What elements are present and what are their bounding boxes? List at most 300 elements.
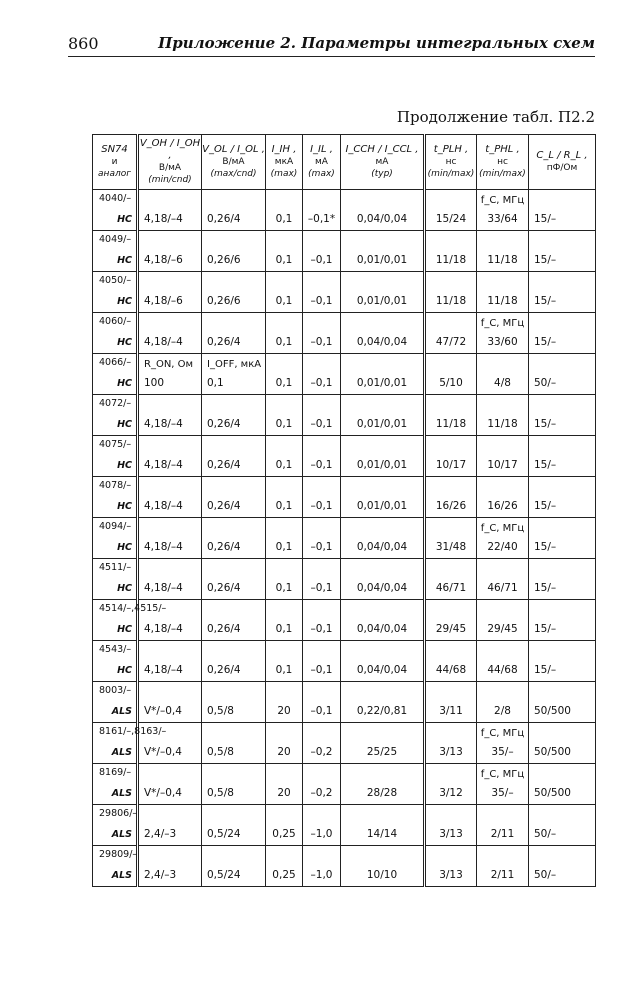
type-id: 8003/– [99,685,132,696]
voh-value: V*/–0,4 [144,787,182,799]
vol-value: 0,5/8 [207,746,234,758]
tphl-value: 10/17 [487,459,518,471]
table-row [93,272,596,313]
iil-value: –0,1* [307,213,336,225]
cell-iih [266,436,303,477]
cell-cl [529,395,596,436]
cell-icc [341,518,425,559]
iil-value: –1,0 [310,869,333,881]
cl-value: 50/– [534,828,557,840]
cell-iil [303,723,341,764]
cell-tplh [425,518,477,559]
table-row [93,723,596,764]
header-unit: B/мA [158,163,182,173]
vol-value: 0,26/4 [207,664,241,676]
cell-tphl [477,764,529,805]
voh-value: 4,18/–4 [144,213,183,225]
type-family: ALS [111,829,132,840]
iil-value: –0,2 [310,787,333,799]
cell-iih [266,395,303,436]
voh-value: 100 [144,377,165,389]
tphl-value: 11/18 [487,254,518,266]
cell-voh [138,723,202,764]
cl-value: 15/– [534,459,557,471]
cell-tphl [477,313,529,354]
cell-type [93,682,138,723]
cell-iih [266,559,303,600]
type-family: HC [117,460,132,471]
cl-value: 15/– [534,582,557,594]
cell-icc [341,477,425,518]
cell-icc [341,559,425,600]
cell-voh [138,805,202,846]
cell-iih [266,313,303,354]
vol-value: 0,5/24 [207,869,241,881]
cell-iil [303,600,341,641]
cell-iil [303,436,341,477]
tphl-note: f_C, МГц [480,318,525,329]
table-body [93,190,596,887]
cell-voh [138,313,202,354]
type-id: 4072/– [99,398,132,409]
type-id: 4543/– [99,644,132,655]
header-range: (max/cnd) [210,169,257,179]
cell-tplh [425,805,477,846]
header-range: (max) [308,169,335,179]
cell-vol [202,805,266,846]
iih-value: 0,1 [275,418,293,430]
tphl-value: 2/11 [490,869,515,881]
cell-type [93,395,138,436]
type-id: 8169/– [99,767,132,778]
iih-value: 20 [277,787,291,799]
vol-value: 0,26/6 [207,254,241,266]
tplh-value: 3/12 [439,787,463,799]
header-tphl [477,135,529,190]
vol-value: 0,26/4 [207,336,241,348]
cell-type [93,313,138,354]
cl-value: 15/– [534,664,557,676]
iih-value: 0,1 [275,664,293,676]
table-row [93,805,596,846]
iih-value: 0,25 [272,828,296,840]
tphl-value: 33/64 [487,213,518,225]
tplh-value: 46/71 [435,582,467,594]
icc-value: 0,01/0,01 [356,500,408,512]
cell-tplh [425,436,477,477]
iil-value: –0,2 [310,746,333,758]
cell-iil [303,641,341,682]
cell-icc [341,805,425,846]
header-unit: нс [497,157,508,167]
iih-value: 20 [277,746,291,758]
tphl-note: f_C, МГц [480,728,525,739]
header-unit: мА [315,157,328,167]
header-tplh [425,135,477,190]
cell-tphl [477,559,529,600]
cell-iil [303,354,341,395]
cl-value: 15/– [534,418,557,430]
cl-value: 15/– [534,336,557,348]
cl-value: 15/– [534,295,557,307]
cell-type [93,477,138,518]
icc-value: 0,04/0,04 [356,623,408,635]
cell-cl [529,764,596,805]
cell-iih [266,641,303,682]
voh-value: 4,18/–6 [144,295,183,307]
tphl-value: 35/– [491,746,514,758]
cell-cl [529,805,596,846]
cell-icc [341,723,425,764]
iih-value: 0,1 [275,254,293,266]
icc-value: 0,01/0,01 [356,459,408,471]
tphl-value: 11/18 [487,418,518,430]
table-row [93,395,596,436]
cell-type [93,641,138,682]
cell-icc [341,272,425,313]
cell-vol [202,272,266,313]
iih-value: 0,1 [275,336,293,348]
cell-voh [138,477,202,518]
cell-iih [266,190,303,231]
table-row [93,231,596,272]
header-unit: пФ/Ом [546,163,578,173]
tplh-value: 3/13 [439,869,463,881]
cell-tphl [477,231,529,272]
header-voh [138,135,202,190]
iih-value: 0,1 [275,500,293,512]
vol-value: 0,26/4 [207,500,241,512]
header-symbol: t_PLH , [433,144,469,155]
cl-value: 50/– [534,869,557,881]
cl-value: 50/500 [534,705,571,717]
header-cl [529,135,596,190]
cell-iih [266,764,303,805]
cell-type [93,805,138,846]
tphl-value: 44/68 [487,664,518,676]
cell-iih [266,518,303,559]
voh-value: 4,18/–4 [144,418,183,430]
cell-tplh [425,723,477,764]
iih-value: 0,1 [275,295,293,307]
iil-value: –0,1 [310,664,333,676]
cell-voh [138,518,202,559]
cell-iil [303,559,341,600]
cl-value: 15/– [534,500,557,512]
cell-iih [266,723,303,764]
icc-value: 0,04/0,04 [356,541,408,553]
cell-cl [529,272,596,313]
iil-value: –0,1 [310,623,333,635]
cell-iih [266,354,303,395]
vol-value: 0,1 [207,377,224,389]
header-range: (min/max) [479,169,526,179]
cell-tphl [477,354,529,395]
icc-value: 28/28 [366,787,398,799]
cell-tphl [477,477,529,518]
cl-value: 15/– [534,213,557,225]
icc-value: 0,04/0,04 [356,582,408,594]
type-family: HC [117,624,132,635]
header-symbol: t_PHL , [485,144,520,155]
voh-note: R_ON, Ом [144,359,194,370]
cell-iil [303,313,341,354]
cell-voh [138,272,202,313]
iil-value: –0,1 [310,582,333,594]
cell-iih [266,600,303,641]
cell-voh [138,436,202,477]
table-row [93,682,596,723]
iih-value: 20 [277,705,291,717]
icc-value: 0,04/0,04 [356,664,408,676]
cell-tphl [477,436,529,477]
tphl-note: f_C, МГц [480,769,525,780]
type-id: 4050/– [99,275,132,286]
header-symbol: SN74 [101,144,128,155]
header-symbol: I_CCH / I_CCL , [345,144,419,155]
cell-iil [303,682,341,723]
voh-value: 2,4/–3 [144,828,177,840]
tphl-value: 11/18 [487,295,518,307]
iih-value: 0,1 [275,582,293,594]
parameters-table [92,134,596,887]
header-symbol: V_OL / I_OL , [202,144,265,155]
cell-icc [341,231,425,272]
header-range: (typ) [371,169,393,179]
table-row [93,518,596,559]
type-id: 4049/– [99,234,132,245]
cell-tplh [425,313,477,354]
voh-value: V*/–0,4 [144,705,182,717]
type-id: 4075/– [99,439,132,450]
cell-icc [341,764,425,805]
page-number: 860 [68,34,99,53]
table-row [93,641,596,682]
header-unit: B/мA [222,157,245,167]
tplh-value: 11/18 [435,254,467,266]
voh-value: V*/–0,4 [144,746,182,758]
table-row [93,354,596,395]
cell-iih [266,682,303,723]
type-family: HC [117,296,132,307]
type-family: HC [117,419,132,430]
table-row [93,846,596,887]
tphl-value: 4/8 [494,377,511,389]
cell-voh [138,395,202,436]
cl-value: 15/– [534,541,557,553]
cell-cl [529,559,596,600]
voh-value: 4,18/–4 [144,664,183,676]
header-unit: мА [375,157,389,167]
type-family: HC [117,665,132,676]
cell-cl [529,190,596,231]
cell-vol [202,846,266,887]
cell-tplh [425,600,477,641]
cell-voh [138,600,202,641]
cell-type [93,231,138,272]
type-family: ALS [111,747,132,758]
cell-tplh [425,846,477,887]
tphl-value: 46/71 [487,582,518,594]
table-row [93,477,596,518]
vol-value: 0,5/24 [207,828,241,840]
cell-iil [303,518,341,559]
cell-tphl [477,600,529,641]
icc-value: 14/14 [366,828,398,840]
cell-cl [529,723,596,764]
tphl-note: f_C, МГц [480,195,525,206]
tplh-value: 16/26 [435,500,467,512]
vol-value: 0,26/4 [207,623,241,635]
iil-value: –0,1 [310,377,333,389]
cell-voh [138,559,202,600]
table-row [93,190,596,231]
header-type [93,135,138,190]
cell-tphl [477,682,529,723]
tplh-value: 11/18 [435,295,467,307]
iih-value: 0,1 [275,623,293,635]
iih-value: 0,1 [275,459,293,471]
cell-voh [138,641,202,682]
icc-value: 0,01/0,01 [356,295,408,307]
iil-value: –0,1 [310,541,333,553]
cl-value: 50/500 [534,746,571,758]
cell-tphl [477,518,529,559]
cell-iil [303,395,341,436]
cell-voh [138,190,202,231]
icc-value: 25/25 [366,746,398,758]
table-continuation-caption: Продолжение табл. П2.2 [396,108,595,126]
cell-cl [529,436,596,477]
tphl-value: 2/8 [494,705,511,717]
iil-value: –0,1 [310,500,333,512]
tphl-value: 22/40 [487,541,518,553]
vol-note: I_OFF, мкА [207,359,262,370]
cell-vol [202,641,266,682]
header-icc [341,135,425,190]
voh-value: 4,18/–4 [144,623,183,635]
cell-iih [266,805,303,846]
cell-vol [202,190,266,231]
cl-value: 15/– [534,623,557,635]
cell-type [93,559,138,600]
voh-value: 4,18/–6 [144,254,183,266]
voh-value: 4,18/–4 [144,582,183,594]
icc-value: 0,04/0,04 [356,213,408,225]
type-family: HC [117,214,132,225]
voh-value: 2,4/–3 [144,869,177,881]
cell-iil [303,272,341,313]
cell-voh [138,231,202,272]
cell-vol [202,231,266,272]
cell-vol [202,723,266,764]
cell-icc [341,641,425,682]
type-id: 29806/– [99,808,138,819]
iil-value: –0,1 [310,459,333,471]
cell-tplh [425,764,477,805]
icc-value: 0,01/0,01 [356,377,408,389]
cell-voh [138,764,202,805]
tplh-value: 3/13 [439,828,463,840]
icc-value: 0,01/0,01 [356,254,408,266]
iil-value: –0,1 [310,295,333,307]
vol-value: 0,26/4 [207,418,241,430]
cell-iih [266,477,303,518]
cell-icc [341,682,425,723]
cell-iil [303,231,341,272]
tplh-value: 47/72 [435,336,467,348]
cell-icc [341,190,425,231]
cell-vol [202,395,266,436]
tplh-value: 15/24 [435,213,467,225]
header-unit: мкА [274,157,294,167]
type-id: 4066/– [99,357,132,368]
cell-vol [202,436,266,477]
tplh-value: 10/17 [435,459,467,471]
cell-tplh [425,559,477,600]
cell-iil [303,477,341,518]
cell-tphl [477,272,529,313]
cell-cl [529,641,596,682]
type-id: 8161/–,8163/– [99,726,167,737]
icc-value: 0,04/0,04 [356,336,408,348]
tphl-value: 29/45 [487,623,518,635]
cell-cl [529,600,596,641]
tplh-value: 11/18 [435,418,467,430]
iih-value: 0,25 [272,869,296,881]
running-header [68,32,595,57]
cell-icc [341,395,425,436]
cell-cl [529,231,596,272]
tplh-value: 5/10 [439,377,463,389]
iil-value: –0,1 [310,705,333,717]
header-range: (min/cnd) [148,175,192,185]
type-family: HC [117,542,132,553]
tphl-value: 16/26 [487,500,518,512]
icc-value: 0,01/0,01 [356,418,408,430]
cell-tplh [425,231,477,272]
cell-type [93,354,138,395]
vol-value: 0,26/4 [207,213,241,225]
cl-value: 50/– [534,377,557,389]
tplh-value: 44/68 [435,664,467,676]
header-symbol: I_IH , [271,144,297,155]
cell-voh [138,354,202,395]
cell-tphl [477,395,529,436]
icc-value: 0,22/0,81 [356,705,408,717]
header-vol [202,135,266,190]
voh-value: 4,18/–4 [144,500,183,512]
cell-tphl [477,190,529,231]
header-symbol: I_IL , [310,144,333,155]
cell-tplh [425,477,477,518]
vol-value: 0,5/8 [207,705,234,717]
cell-iih [266,231,303,272]
cell-tphl [477,723,529,764]
header-unit: нс [445,157,457,167]
type-id: 4078/– [99,480,132,491]
tphl-value: 2/11 [490,828,515,840]
cell-iil [303,805,341,846]
type-family: ALS [111,706,132,717]
cell-type [93,190,138,231]
cell-type [93,846,138,887]
iil-value: –1,0 [310,828,333,840]
voh-value: 4,18/–4 [144,336,183,348]
cell-tplh [425,354,477,395]
tphl-value: 33/60 [487,336,518,348]
type-family: HC [117,255,132,266]
